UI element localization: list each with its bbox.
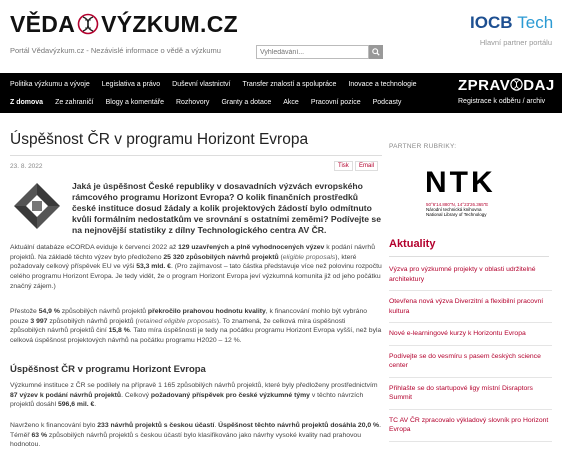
- article-lead: Jaká je úspěšnost České republiky v dosavadních výzvách evropského rámcového programu Horizont Evropa? O kolik finančních prostředků české instituce dosud žádaly a kolik projektových žádostí bylo odmítnuto kvůli formálním nedostatkům ve srovnání s ostatními zeměmi? Podívejte se na nejnovější statistiky z dílny Technologického centra AV ČR.: [72, 181, 381, 236]
- nav-item-politika[interactable]: Politika výzkumu a vývoje: [10, 81, 90, 88]
- nav-item-transfer[interactable]: Transfer znalostí a spolupráce: [242, 81, 337, 88]
- aktuality-list: [389, 262, 552, 445]
- logo-text-right: VÝZKUM.CZ: [101, 10, 238, 37]
- article-paragraph-3: Výzkumné instituce z ČR se podílely na přípravě 1 165 způsobilých návrhů projektů, které byly předloženy prostřednictvím 87 výzev k podání návrhů projektů. Celkový požadovaný příspěvek pro české výzkumné týmy v těchto návrzích projektů dosáhl 596,6 mil. €.: [10, 382, 378, 409]
- partner-logo-ntk[interactable]: [389, 158, 549, 220]
- article-subheading: Úspěšnost ČR v programu Horizont Evropa: [10, 364, 206, 375]
- iocb-brand: IOCB: [470, 13, 513, 32]
- nav-item-ze-zahranici[interactable]: Ze zahraničí: [55, 99, 94, 106]
- sidebar-partner-label: PARTNER RUBRIKY:: [389, 143, 457, 150]
- nav-item-dusevni-vlastnictvi[interactable]: Duševní vlastnictví: [172, 81, 231, 88]
- aktuality-divider: [389, 256, 549, 257]
- nav-item-granty[interactable]: Granty a dotace: [221, 99, 272, 106]
- news-item[interactable]: Podívejte se do vesmíru s pasem českých science center: [389, 349, 552, 378]
- nav-item-pracovni-pozice[interactable]: Pracovní pozice: [310, 99, 361, 106]
- nav-item-inovace[interactable]: Inovace a technologie: [348, 81, 417, 88]
- nav-item-rozhovory[interactable]: Rozhovory: [175, 99, 210, 106]
- article-paragraph-1: Aktuální databáze eCORDA eviduje k červenci 2022 až 129 uzavřených a plně vyhodnocených výzev k podání návrhů projektů. Na základě těchto výzev bylo předloženo 25 320 způsobilých návrhů projektů (eligible proposals), které požadovaly celkový příspěvek EU ve výši 53,3 mld. €. (Pro zajímavost – tato částka představuje více než polovinu rozpočtu celého programu Horizont Evropa. Je tedy vidět, že o program Horizont Evropa jeví výzkumná komunita již od jeho počátku značný zájem.): [10, 244, 382, 290]
- news-item[interactable]: Výzva pro výzkumné projekty v oblasti udržitelné architektury: [389, 262, 552, 291]
- partner-label: Hlavní partner portálu: [479, 38, 552, 47]
- search-icon: [372, 48, 380, 56]
- logo-text-left: VĚDA: [10, 10, 76, 37]
- nav-row-sections: [10, 99, 413, 106]
- article-paragraph-4: Navrženo k financování bylo 233 návrhů projektů s českou účastí. Úspěšnost těchto návrhů projektů dosáhla 20,0 %. Téměř 63 % způsobilých návrhů projektů s českou účastí bylo klasifikováno jako návrhy vysoké kvality nad prahovou hodnotou.: [10, 422, 381, 449]
- main-navigation: [0, 73, 562, 113]
- title-divider: [10, 155, 382, 156]
- article-title: Úspěšnost ČR v programu Horizont Evropa: [10, 131, 309, 148]
- zpravodaj-text-left: ZPRAV: [458, 77, 511, 94]
- nav-row-topics: [10, 81, 429, 88]
- aktuality-heading: Aktuality: [389, 238, 436, 250]
- nav-item-z-domova[interactable]: Z domova: [10, 99, 44, 106]
- news-item[interactable]: Otevřena nová výzva Diverzitní a flexibilní pracovní kultura: [389, 294, 552, 323]
- iocb-tech: Tech: [517, 13, 554, 32]
- ntk-name-en: National Library of Technology: [426, 212, 487, 217]
- news-item[interactable]: Nové e-learningové kurzy k Horizontu Evropa: [389, 326, 552, 346]
- nav-item-podcasty[interactable]: Podcasty: [372, 99, 402, 106]
- email-button[interactable]: Email: [355, 161, 378, 171]
- ntk-name-cs: Národní technická knihovna: [426, 207, 482, 212]
- zpravodaj-registration-link[interactable]: Registrace k odběru / archiv: [458, 98, 546, 105]
- nav-item-blogy[interactable]: Blogy a komentáře: [105, 99, 164, 106]
- ntk-letters: NTK: [425, 166, 496, 199]
- nav-item-akce[interactable]: Akce: [283, 99, 299, 106]
- site-logo[interactable]: [10, 10, 238, 38]
- news-item[interactable]: Přihlašte se do startupové ligy místní Disraptors Summit: [389, 381, 552, 410]
- search-input[interactable]: [256, 45, 369, 59]
- article-date: 23. 8. 2022: [10, 163, 43, 170]
- zpravodaj-logo[interactable]: [458, 77, 555, 94]
- print-button[interactable]: Tisk: [334, 161, 353, 171]
- news-item[interactable]: TC AV ČR zpracovalo výkladový slovník pro Horizont Evropa: [389, 413, 552, 442]
- dna-icon: [77, 13, 99, 35]
- article-category-logo: [12, 181, 62, 231]
- partner-logo-iocb[interactable]: [470, 13, 553, 33]
- dna-icon: [510, 78, 523, 91]
- site-tagline: Portál Vědavýzkum.cz - Nezávislé informace o vědě a výzkumu: [10, 46, 221, 55]
- search-button[interactable]: [369, 45, 383, 59]
- site-header: [0, 0, 562, 73]
- ntk-coordinates: 50°6'14.880"N, 14°23'26.365"E: [426, 202, 489, 207]
- zpravodaj-text-right: DAJ: [523, 77, 555, 94]
- article-paragraph-2: Přestože 54,9 % způsobilých návrhů projektů překročilo prahovou hodnotu kvality, k financování mohlo být vybráno pouze 3 997 způsobilých návrhů projektů (retained eligible proposals). To znamená, že celková míra úspěšnosti způsobilých návrhů projektů činí 15,8 %. Tato míra úspěšnosti je tedy na počátku programu Horizont Evropa vyšší, než byla celková úspěšnost projektových návrhů na počátku programu H2020 – 12 %.: [10, 308, 382, 345]
- nav-item-legislativa[interactable]: Legislativa a právo: [101, 81, 161, 88]
